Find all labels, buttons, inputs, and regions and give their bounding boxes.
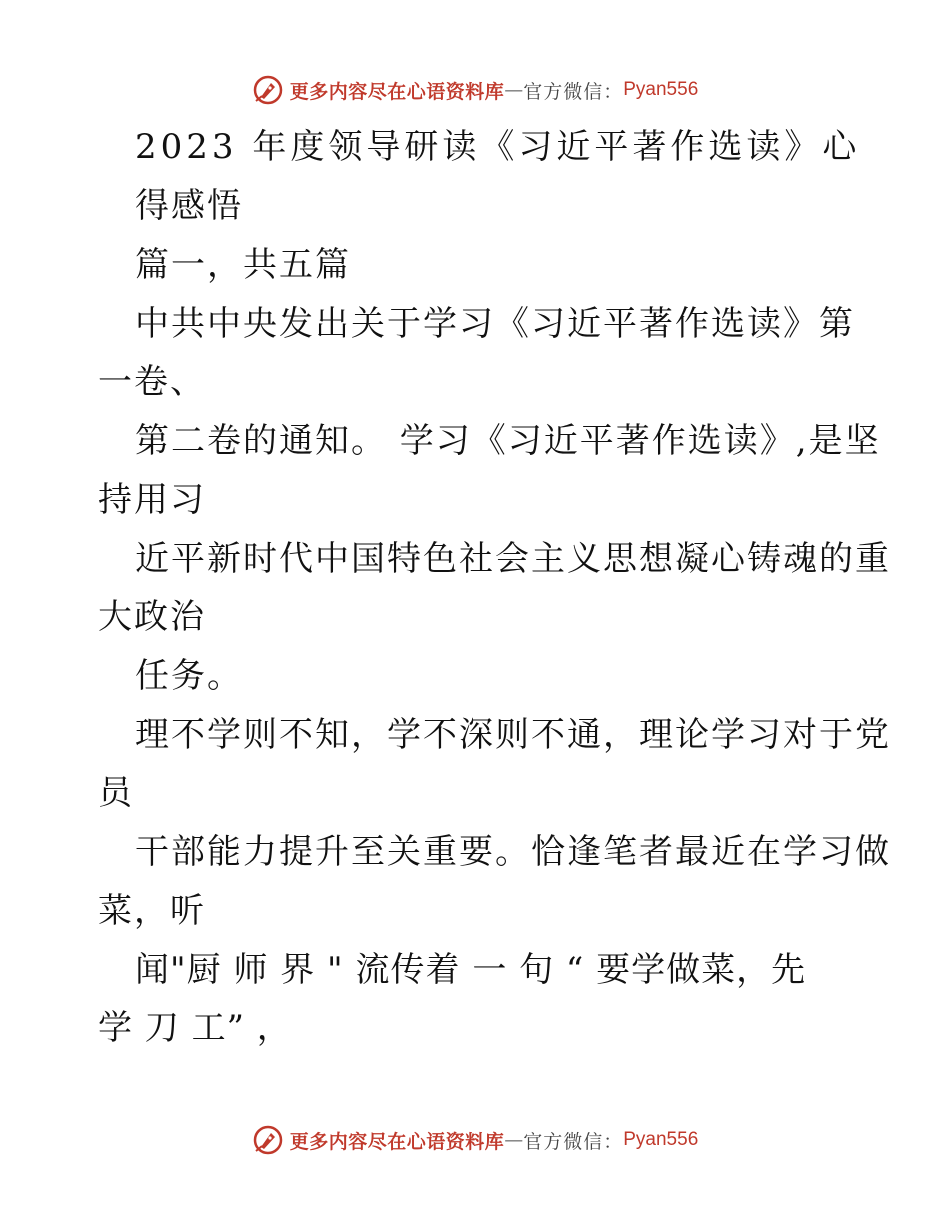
paragraph-line: 持用习 (98, 480, 206, 520)
wechat-label: 官方微信： (523, 80, 624, 103)
paragraph-line: 理不学则不知，学不深则不通，理论学习对于党 (135, 715, 891, 755)
wechat-id: Pyan556 (623, 79, 699, 100)
paragraph-line: 大政治 (98, 597, 206, 637)
banner-separator: — (504, 1129, 524, 1151)
site-name: 更多内容尽在心语资料库 (289, 1130, 505, 1153)
wechat-label: 官方微信： (523, 1130, 624, 1153)
paragraph-line: 一卷、 (98, 362, 206, 402)
pen-nib-circle-icon (252, 1124, 284, 1156)
header-banner (0, 70, 950, 110)
paragraph-line: 任务。 (135, 656, 243, 696)
document-title-line-2: 得感悟 (135, 186, 243, 226)
paragraph-line: 闻"厨 师 界 " 流传着 一 句 “ 要学做菜，先 (135, 950, 807, 990)
paragraph-line: 近平新时代中国特色社会主义思想凝心铸魂的重 (135, 539, 891, 579)
banner-separator: — (504, 79, 524, 101)
paragraph-line: 学 刀 工” ， (98, 1008, 292, 1048)
footer-banner (0, 1120, 950, 1160)
wechat-id: Pyan556 (623, 1129, 699, 1150)
site-name: 更多内容尽在心语资料库 (289, 80, 505, 103)
paragraph-line: 员 (98, 773, 134, 813)
part-heading: 篇一，共五篇 (135, 245, 351, 285)
paragraph-line: 第二卷的通知。 学习《习近平著作选读》,是坚 (135, 421, 881, 461)
paragraph-line: 菜，听 (98, 891, 206, 931)
paragraph-line: 中共中央发出关于学习《习近平著作选读》第 (135, 304, 855, 344)
document-title-line-1: 2023 年度领导研读《习近平著作选读》心 (135, 127, 861, 167)
pen-nib-circle-icon (252, 74, 284, 106)
paragraph-line: 干部能力提升至关重要。恰逢笔者最近在学习做 (135, 832, 891, 872)
